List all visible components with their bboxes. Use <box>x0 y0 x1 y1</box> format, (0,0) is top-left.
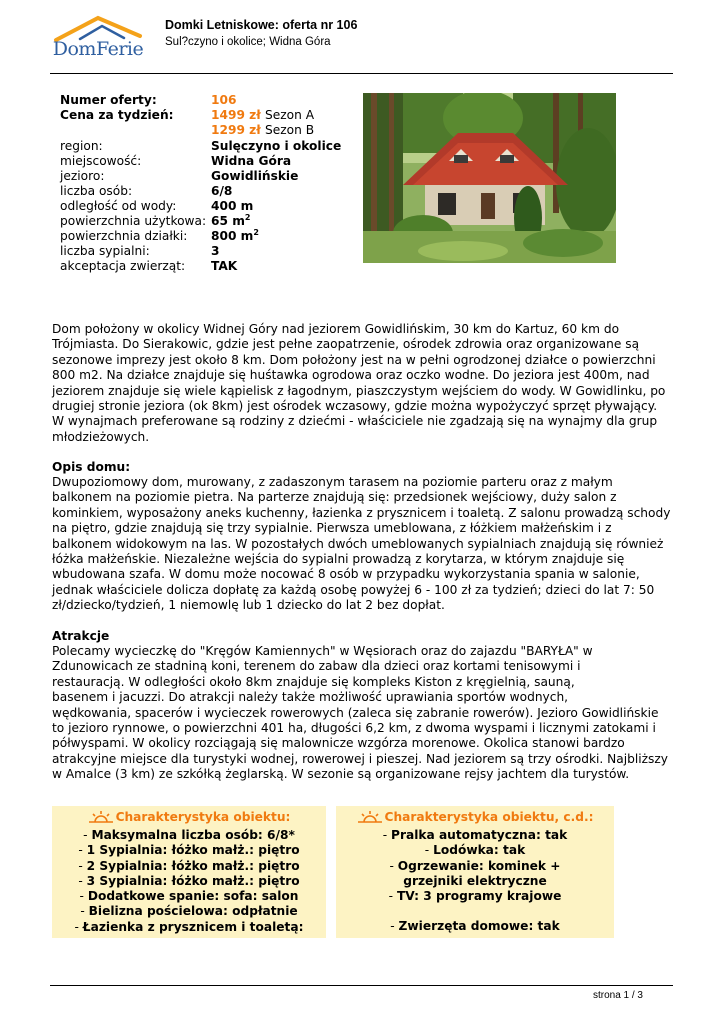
detail-label: akceptacja zwierząt: <box>60 259 186 273</box>
detail-label: powierzchnia użytkowa: <box>60 214 207 228</box>
logo-text-dom: Dom <box>52 38 96 60</box>
feature-item: - 1 Sypialnia: łóżko małż.: piętro <box>78 843 300 858</box>
price-b-value: 1299 zł <box>211 123 261 137</box>
feature-item: - Bielizna pościelowa: odpłatnie <box>80 904 298 919</box>
price-a-season: Sezon A <box>265 108 315 122</box>
detail-label: miejscowość: <box>60 154 142 168</box>
detail-label: powierzchnia działki: <box>60 229 188 243</box>
detail-value: 65 $m^2$ <box>211 213 251 228</box>
detail-label: liczba osób: <box>60 184 133 198</box>
feature-item: - TV: 3 programy krajowe <box>388 889 562 904</box>
feature-item: - 2 Sypialnia: łóżko małż.: piętro <box>78 858 300 873</box>
feature-item: - Maksymalna liczba osób: 6/8* <box>83 828 295 842</box>
detail-value: 6/8 <box>211 184 233 198</box>
header-divider <box>50 73 673 74</box>
detail-value: Gowidlińskie <box>211 169 299 183</box>
offer-number-value: 106 <box>211 93 237 107</box>
detail-value: TAK <box>211 259 238 273</box>
sun-icon <box>357 810 383 824</box>
detail-value: 800 $m^2$ <box>211 228 259 243</box>
detail-value: Sulęczyno i okolice <box>211 139 342 153</box>
price-season-a <box>211 108 314 123</box>
feature-item: - Dodatkowe spanie: sofa: salon <box>79 889 299 904</box>
feature-item: - Zwierzęta domowe: tak <box>390 919 560 934</box>
features-title-right: Charakterystyka obiektu, c.d.: <box>336 810 614 825</box>
feature-item: - 3 Sypialnia: łóżko małż.: piętro <box>78 873 300 888</box>
detail-label: odległość od wody: <box>60 199 177 213</box>
detail-label: liczba sypialni: <box>60 244 150 258</box>
detail-value: 400 m <box>211 199 254 213</box>
sun-icon <box>88 810 114 824</box>
description-paragraph: Dom położony w okolicy Widnej Góry nad jeziorem Gowidlińskim, 30 km do Kartuz, 60 km do Trójmiasta. Do Sierakowic, gdzie jest pełne zaopatrzenie, ośrodek zdrowia oraz organizowane są sezonowe imprezy jest około 8 km. Dom położony jest na w pełni ogrodzonej działce o powierzchni 800 m2. Na działce znajduje się huśtawka ogrodowa oraz oczko wodne. Do jeziora jest 400m, nad jeziorem znajduje się wiele kąpielisk z łagodnym, piaszczystym wejściem do wody. W Gowidlinku, po drugiej stronie jeziora (ok 8km) jest ośrodek wczasowy, gdzie można wypożyczyć sprzęt pływający. W wynajmach preferowane są rodziny z dziećmi - właściciele nie zgadzają się na wynajmy dla grup młodzieżowych. <box>52 322 666 444</box>
detail-label: jezioro: <box>60 169 105 183</box>
features-title-left: Charakterystyka obiektu: <box>52 810 326 825</box>
price-label: Cena za tydzień: <box>60 108 174 122</box>
feature-item: - Lodówka: tak <box>424 843 526 858</box>
feature-item: - Łazienka z prysznicem i toaletą: <box>74 919 304 934</box>
house-description: Dwupoziomowy dom, murowany, z zadaszonym tarasem na poziomie parteru oraz z małym balkonem na poziomie pietra. Na parterze znajdują się: przedsionek wejściowy, duży salon z kominkiem, wyposażony aneks kuchenny, łazienka z prysznicem i toaletą. Z salonu prowadzą schody na piętro, gdzie znajdują się trzy sypialnie. Pierwsza umeblowana, z łóżkiem małżeńskim i z balkonem widokowym na las. W pozostałych dwóch umeblowanych sypialniach znajdują się również łóżka małżeńskie. Niezależne wejścia do sypialni prowadzą z korytarza, w którym znajduje się wbudowana szafa. W domu może nocować 8 osób w przypadku wykorzystania spania w salonie, jednak właściciele dolicza dopłatę za każdą osobę powyżej 6 - 100 zł za tydzień; dzieci do lat 7: 50 zł/dziecko/tydzień, 1 niemowlę lub 1 dziecko do lat 2 bez dopłat. <box>52 475 671 613</box>
page-title: Domki Letniskowe: oferta nr 106 <box>165 18 358 32</box>
page-number: strona 1 / 3 <box>592 990 643 1001</box>
detail-label: region: <box>60 139 103 153</box>
price-a-value: 1499 zł <box>211 108 261 122</box>
page-subtitle: Sul?czyno i okolice; Widna Góra <box>165 36 331 48</box>
price-season-b <box>211 123 314 138</box>
features-box-right <box>336 806 614 938</box>
logo-text-ferie: Ferie <box>95 38 144 60</box>
house-heading: Opis domu: <box>52 460 131 474</box>
house-photo <box>363 93 616 263</box>
domferie-logo <box>50 14 146 68</box>
features-box-left <box>52 806 326 938</box>
feature-item: - Pralka automatyczna: tak <box>382 828 568 842</box>
feature-item: - Ogrzewanie: kominek + grzejniki elektryczne <box>389 858 561 888</box>
detail-value: Widna Góra <box>211 154 292 168</box>
offer-number-label: Numer oferty: <box>60 93 157 107</box>
footer-divider <box>50 985 673 986</box>
attractions-description: Polecamy wycieczkę do "Kręgów Kamiennych" w Węsiorach oraz do zajazdu "BARYŁA" w Zdunowicach ze stadniną koni, terenem do zabaw dla dzieci oraz kortami tenisowymi i restauracją. W odległości około 8km znajduje się kompleks Kiston z kręgielnią, sauną, basenem i jacuzzi. Do atrakcji należy także możliwość uprawiania sportów wodnych, wędkowania, spacerów i wycieczek rowerowych (zaleca się zabranie rowerów). Jezioro Gowidlińskie to jezioro rynnowe, o powierzchni 401 ha, długości 6,2 km, z dwoma wyspami i licznymi zatokami i półwyspami. W okolicy rozciągają się malownicze wzgórza morenowe. Okolica stanowi bardzo atrakcyjne miejsce dla turystyki wodnej, rowerowej i pieszej. Nad jeziorem są trzy ośrodki. Najbliższy w Amalce (3 km) ze szkółką żeglarską. W sezonie są organizowane rejsy jachtem dla turystów. <box>52 644 669 782</box>
detail-value: 3 <box>211 244 220 258</box>
price-b-season: Sezon B <box>265 123 315 137</box>
attractions-heading: Atrakcje <box>52 629 110 643</box>
